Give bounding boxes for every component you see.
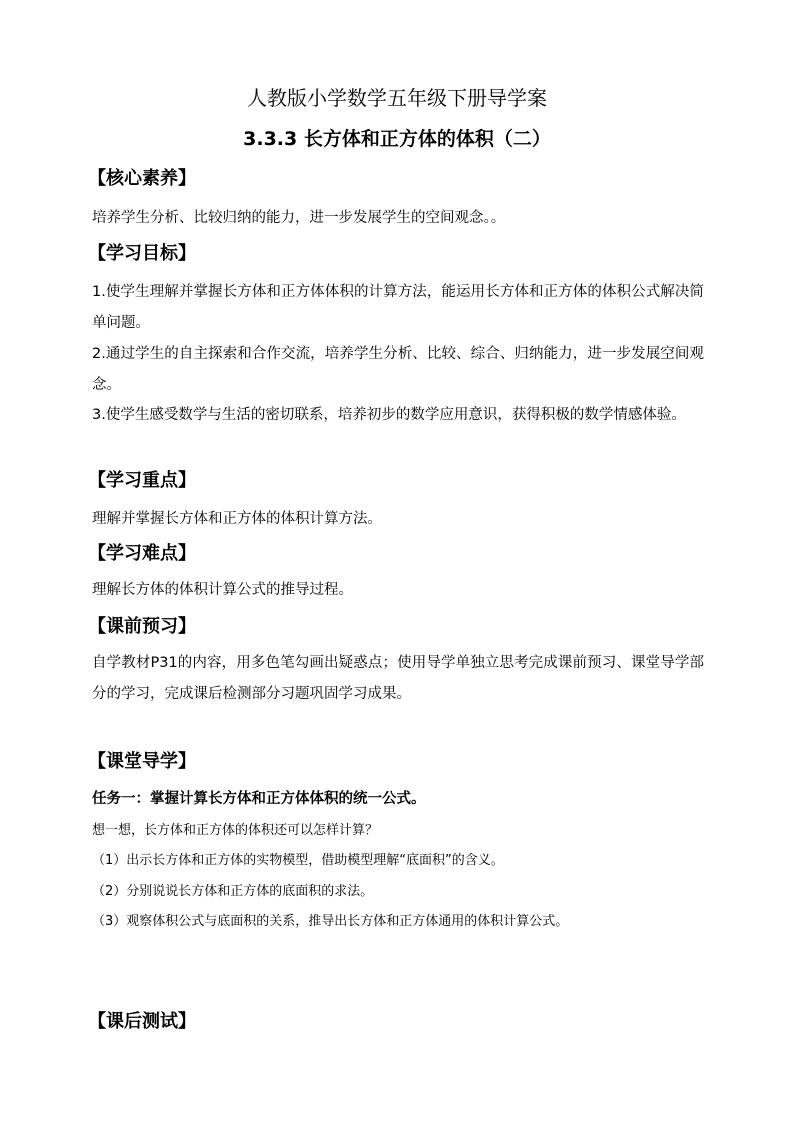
section-heading-after-test: 【课后测试】 — [88, 1011, 196, 1032]
difficulties-text: 理解长方体的体积计算公式的推导过程。 — [92, 582, 353, 598]
goal-item-2: 2.通过学生的自主探索和合作交流，培养学生分析、比较、综合、归纳能力，进一步发展空间观念。 — [92, 346, 704, 393]
section-heading-difficulties: 【学习难点】 — [88, 543, 196, 564]
goal-item-3: 3.使学生感受数学与生活的密切联系，培养初步的数学应用意识，获得积极的数学情感体验。 — [92, 407, 686, 423]
classroom-question: 想一想，长方体和正方体的体积还可以怎样计算？ — [92, 823, 379, 838]
document-title: 人教版小学数学五年级下册导学案 — [247, 86, 547, 110]
classroom-step-3: （3）观察体积公式与底面积的关系，推导出长方体和正方体通用的体积计算公式。 — [92, 914, 569, 929]
section-heading-preview: 【课前预习】 — [88, 616, 196, 637]
section-heading-key-points: 【学习重点】 — [88, 470, 196, 491]
section-heading-core: 【核心素养】 — [88, 168, 196, 189]
classroom-step-1: （1）出示长方体和正方体的实物模型，借助模型理解“底面积”的含义。 — [92, 853, 504, 868]
classroom-step-2: （2）分别说说长方体和正方体的底面积的求法。 — [92, 884, 374, 899]
key-points-text: 理解并掌握长方体和正方体的体积计算方法。 — [92, 511, 382, 527]
preview-text: 自学教材P31的内容，用多色笔勾画出疑惑点；使用导学单独立思考完成课前预习、课堂导学部分的学习，完成课后检测部分习题巩固学习成果。 — [92, 655, 704, 702]
document-subtitle: 3.3.3 长方体和正方体的体积（二） — [243, 128, 551, 150]
task-one-title: 任务一：掌握计算长方体和正方体体积的统一公式。 — [92, 791, 426, 807]
core-text: 培养学生分析、比较归纳的能力，进一步发展学生的空间观念。。 — [92, 210, 506, 226]
section-heading-goals: 【学习目标】 — [88, 243, 196, 264]
goal-item-1: 1.使学生理解并掌握长方体和正方体体积的计算方法，能运用长方体和正方体的体积公式解决简单问题。 — [92, 284, 704, 331]
section-heading-classroom: 【课堂导学】 — [88, 751, 196, 772]
